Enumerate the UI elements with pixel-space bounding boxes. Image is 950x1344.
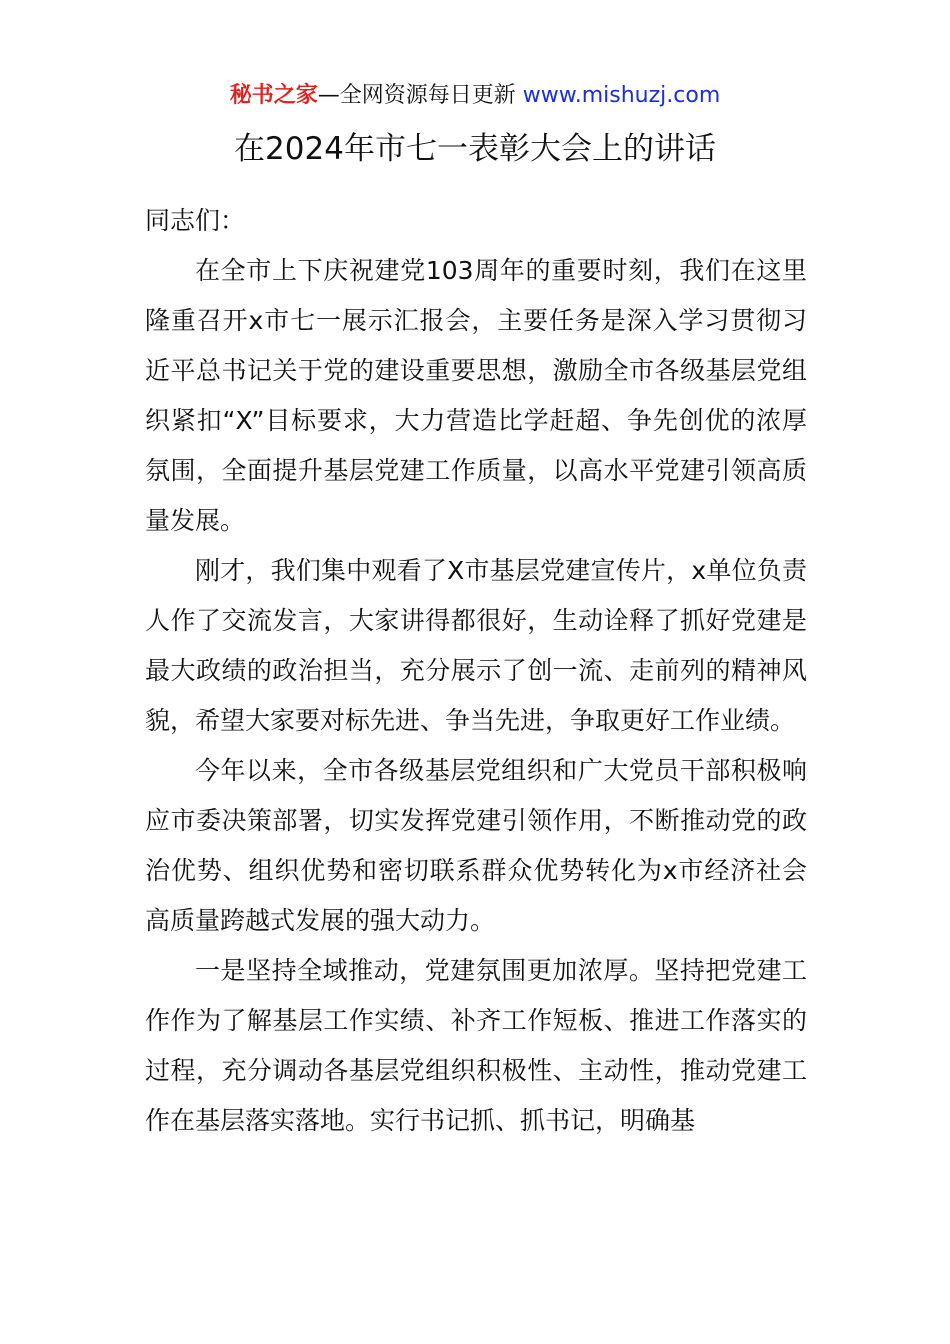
paragraph-3: 今年以来，全市各级基层党组织和广大党员干部积极响应市委决策部署，切实发挥党建引领作用，不断推动党的政治优势、组织优势和密切联系群众优势转化为x市经济社会高质量跨越式发展的强大动力。 bbox=[145, 756, 807, 935]
salutation: 同志们： bbox=[145, 206, 246, 235]
site-url-link[interactable]: www.mishuzj.com bbox=[522, 83, 721, 108]
site-slogan: —全网资源每日更新 bbox=[317, 83, 516, 108]
paragraph-2: 刚才，我们集中观看了X市基层党建宣传片，x单位负责人作了交流发言，大家讲得都很好，生动诠释了抓好党建是最大政绩的政治担当，充分展示了创一流、走前列的精神风貌，希望大家要对标先进、争当先进，争取更好工作业绩。 bbox=[145, 556, 807, 735]
site-brand: 秘书之家 bbox=[229, 83, 318, 108]
document-title: 在2024年市七一表彰大会上的讲话 bbox=[234, 131, 716, 167]
document-body bbox=[145, 196, 807, 1146]
site-header bbox=[0, 80, 950, 112]
paragraph-1: 在全市上下庆祝建党103周年的重要时刻，我们在这里隆重召开x市七一展示汇报会，主要任务是深入学习贯彻习近平总书记关于党的建设重要思想，激励全市各级基层党组织紧扣“X”目标要求，大力营造比学赶超、争先创优的浓厚氛围，全面提升基层党建工作质量，以高水平党建引领高质量发展。 bbox=[145, 256, 807, 535]
paragraph-4: 一是坚持全域推动，党建氛围更加浓厚。坚持把党建工作作为了解基层工作实绩、补齐工作短板、推进工作落实的过程，充分调动各基层党组织积极性、主动性，推动党建工作在基层落实落地。实行书记抓、抓书记，明确基 bbox=[145, 956, 807, 1135]
